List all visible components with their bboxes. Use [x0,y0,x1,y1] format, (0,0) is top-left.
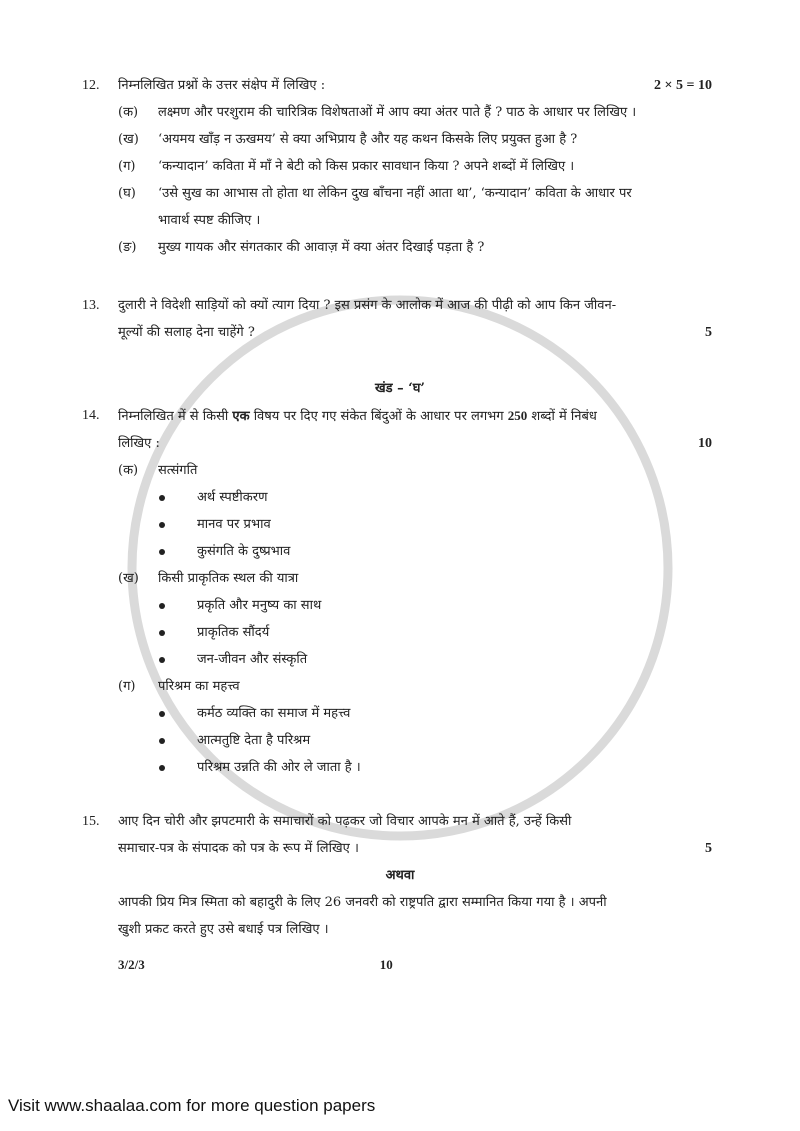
question-text: दुलारी ने विदेशी साड़ियों को क्यों त्याग दिया ? इस प्रसंग के आलोक में आज की पीढ़ी को आप किन जीवन- [118,298,617,313]
topic-point-row [82,484,712,511]
page-number: 10 [379,957,393,972]
topic-point: आत्मतुष्टि देता है परिश्रम [197,733,311,748]
question-number: 14. [82,408,100,423]
topic-point: जन-जीवन और संस्कृति [197,652,308,667]
part-text: ‘कन्यादान’ कविता में माँ ने बेटी को किस प्रकार सावधान किया ? अपने शब्दों में लिखिए । [158,159,575,174]
part [82,153,712,180]
question-12 [82,72,712,99]
topic [82,457,712,484]
part [82,99,712,126]
topic [82,565,712,592]
question-marks: 5 [705,841,712,856]
bullet-icon [158,592,197,619]
topic-label: (ग) [118,679,136,694]
question-number: 13. [82,298,100,313]
part-label: (ख) [118,132,139,147]
topic-point-row [82,700,712,727]
question-marks: 10 [698,436,712,451]
page-footer [82,951,712,978]
topic-point-row [82,646,712,673]
part-label: (ङ) [118,240,137,255]
question-prompt: निम्नलिखित प्रश्नों के उत्तर संक्षेप में लिखिए : [118,78,326,93]
topic-point: मानव पर प्रभाव [197,517,271,532]
alt-question [82,889,712,943]
part-label: (क) [118,105,139,120]
exam-page [82,72,712,978]
question-marks: 5 [705,325,712,340]
question-text-cont: लिखिए : [118,436,160,451]
question-marks: 2 × 5 = 10 [654,78,712,93]
question-text [118,402,684,430]
question-text: आए दिन चोरी और झपटमारी के समाचारों को पढ़कर जो विचार आपके मन में आते हैं, उन्हें किसी [118,814,572,829]
part [82,234,712,261]
question-text-cont: मूल्यों की सलाह देना चाहेंगे ? [118,325,255,340]
question-number: 12. [82,78,100,93]
bold-word: एक [232,409,250,424]
bullet-icon [158,700,197,727]
part-label: (ग) [118,159,136,174]
bullet-icon [158,484,197,511]
section-heading: खंड – ‘घ’ [375,381,425,396]
part [82,126,712,153]
question-body [118,402,684,457]
topic-point: कुसंगति के दुष्प्रभाव [197,544,291,559]
topic [82,673,712,700]
bullet-icon [158,619,197,646]
or-label: अथवा [385,868,415,883]
alt-question-text: आपकी प्रिय मित्र स्मिता को बहादुरी के लिए 26 जनवरी को राष्ट्रपति द्वारा सम्मानित किया गया है । अपनी [118,895,607,910]
part-text: ‘अयमय खाँड़ न ऊखमय’ से क्या अभिप्राय है और यह कथन किसके लिए प्रयुक्त हुआ है ? [158,132,578,147]
topic-point-row [82,511,712,538]
text-segment: शब्दों में निबंध [527,409,597,424]
topic-title: किसी प्राकृतिक स्थल की यात्रा [158,571,299,586]
bullet-icon [158,538,197,565]
topic-point-row [82,592,712,619]
topic-label: (क) [118,463,139,478]
part-text: लक्ष्मण और परशुराम की चारित्रिक विशेषताओं में आप क्या अंतर पाते हैं ? पाठ के आधार पर लिखिए । [158,105,637,120]
text-segment: निम्नलिखित में से किसी [118,409,233,424]
paper-code: 3/2/3 [118,957,145,972]
part-text: मुख्य गायक और संगतकार की आवाज़ में क्या अंतर दिखाई पड़ता है ? [158,240,485,255]
question-text-cont: समाचार-पत्र के संपादक को पत्र के रूप में लिखिए । [118,841,359,856]
topic-title: सत्संगति [158,463,198,478]
alt-question-text-cont: खुशी प्रकट करते हुए उसे बधाई पत्र लिखिए । [118,922,329,937]
part-body [158,180,712,234]
topic-point: परिश्रम उन्नति की ओर ले जाता है । [197,760,361,775]
topic-point: कर्मठ व्यक्ति का समाज में महत्त्व [197,706,351,721]
question-body [118,292,691,346]
topic-point-row [82,754,712,781]
question-body [118,808,691,862]
topic-title: परिश्रम का महत्त्व [158,679,240,694]
bullet-icon [158,511,197,538]
text-segment: विषय पर दिए गए संकेत बिंदुओं के आधार पर लगभग [249,409,508,424]
topic-point: प्रकृति और मनुष्य का साथ [197,598,322,613]
bullet-icon [158,727,197,754]
topic-point-row [82,538,712,565]
bullet-icon [158,754,197,781]
question-number: 15. [82,814,100,829]
topic-point-row [82,619,712,646]
alt-question-body [118,889,712,943]
word-count: 250 [507,408,528,423]
question-15 [82,808,712,862]
topic-label: (ख) [118,571,139,586]
part-text-cont: भावार्थ स्पष्ट कीजिए । [158,213,261,228]
bullet-icon [158,646,197,673]
topic-point-row [82,727,712,754]
topic-point: प्राकृतिक सौंदर्य [197,625,270,640]
more-papers-link[interactable]: Visit www.shaalaa.com for more question papers [8,1096,376,1115]
part-label: (घ) [118,186,136,201]
topic-point: अर्थ स्पष्टीकरण [197,490,268,505]
part-text: ‘उसे सुख का आभास तो होता था लेकिन दुख बाँचना नहीं आता था’, ‘कन्यादान’ कविता के आधार पर [158,186,632,201]
question-13 [82,292,712,346]
part [82,180,712,234]
question-14 [82,402,712,457]
